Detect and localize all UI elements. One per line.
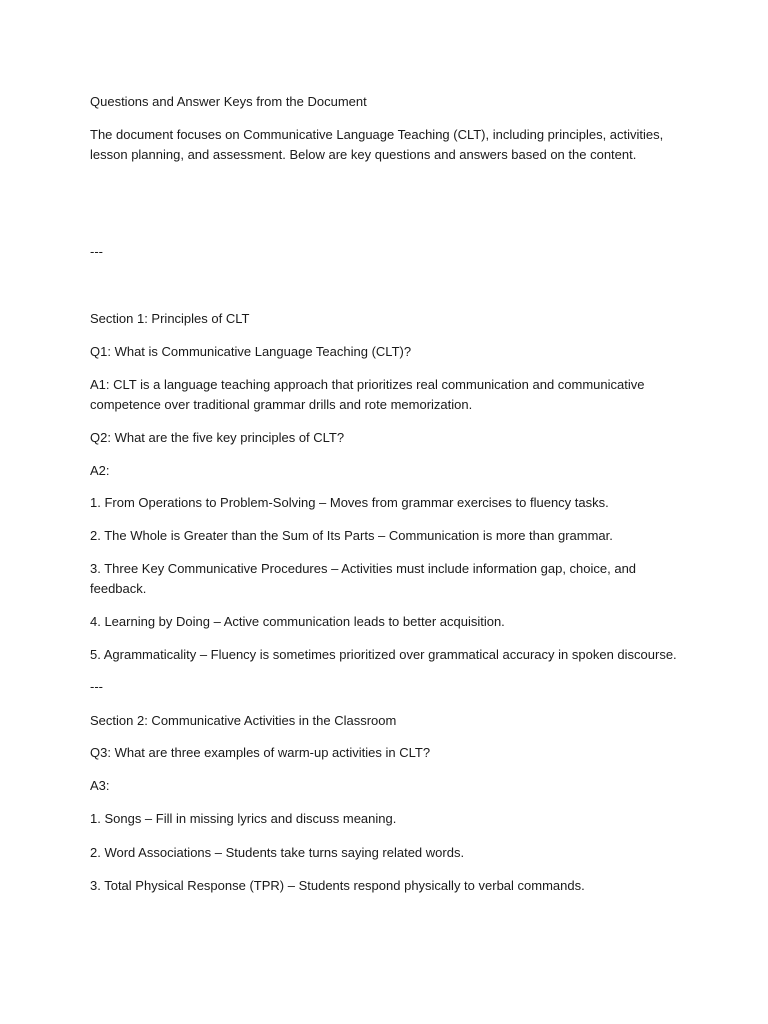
separator-2: --- — [90, 679, 103, 694]
a2-item-3: 3. Three Key Communicative Procedures – Activities must include information gap, choice, and feedback. — [90, 561, 637, 596]
answer-a1: A1: CLT is a language teaching approach that prioritizes real communication and communicative competence over traditional grammar drills and rote memorization. — [90, 377, 645, 412]
a2-item-2: 2. The Whole is Greater than the Sum of Its Parts – Communication is more than grammar. — [90, 528, 613, 543]
question-q1: Q1: What is Communicative Language Teaching (CLT)? — [90, 344, 412, 359]
a2-item-1: 1. From Operations to Problem-Solving – Moves from grammar exercises to fluency tasks. — [90, 495, 609, 510]
a2-item-5: 5. Agrammaticality – Fluency is sometimes prioritized over grammatical accuracy in spoken discourse. — [90, 647, 677, 662]
section2-title: Section 2: Communicative Activities in the Classroom — [90, 713, 397, 728]
section1-title: Section 1: Principles of CLT — [90, 311, 250, 326]
document-heading: Questions and Answer Keys from the Document — [90, 94, 367, 109]
a3-item-1: 1. Songs – Fill in missing lyrics and discuss meaning. — [90, 811, 397, 826]
a2-item-4: 4. Learning by Doing – Active communication leads to better acquisition. — [90, 614, 505, 629]
answer-a2-label: A2: — [90, 463, 110, 478]
question-q2: Q2: What are the five key principles of CLT? — [90, 430, 345, 445]
answer-a3-label: A3: — [90, 778, 110, 793]
intro-paragraph: The document focuses on Communicative Language Teaching (CLT), including principles, activities, lesson planning, and assessment. Below are key questions and answers based on the content. — [90, 127, 664, 162]
separator-1: --- — [90, 244, 103, 259]
a3-item-2: 2. Word Associations – Students take turns saying related words. — [90, 845, 465, 860]
question-q3: Q3: What are three examples of warm-up activities in CLT? — [90, 745, 431, 760]
a3-item-3: 3. Total Physical Response (TPR) – Students respond physically to verbal commands. — [90, 878, 585, 893]
